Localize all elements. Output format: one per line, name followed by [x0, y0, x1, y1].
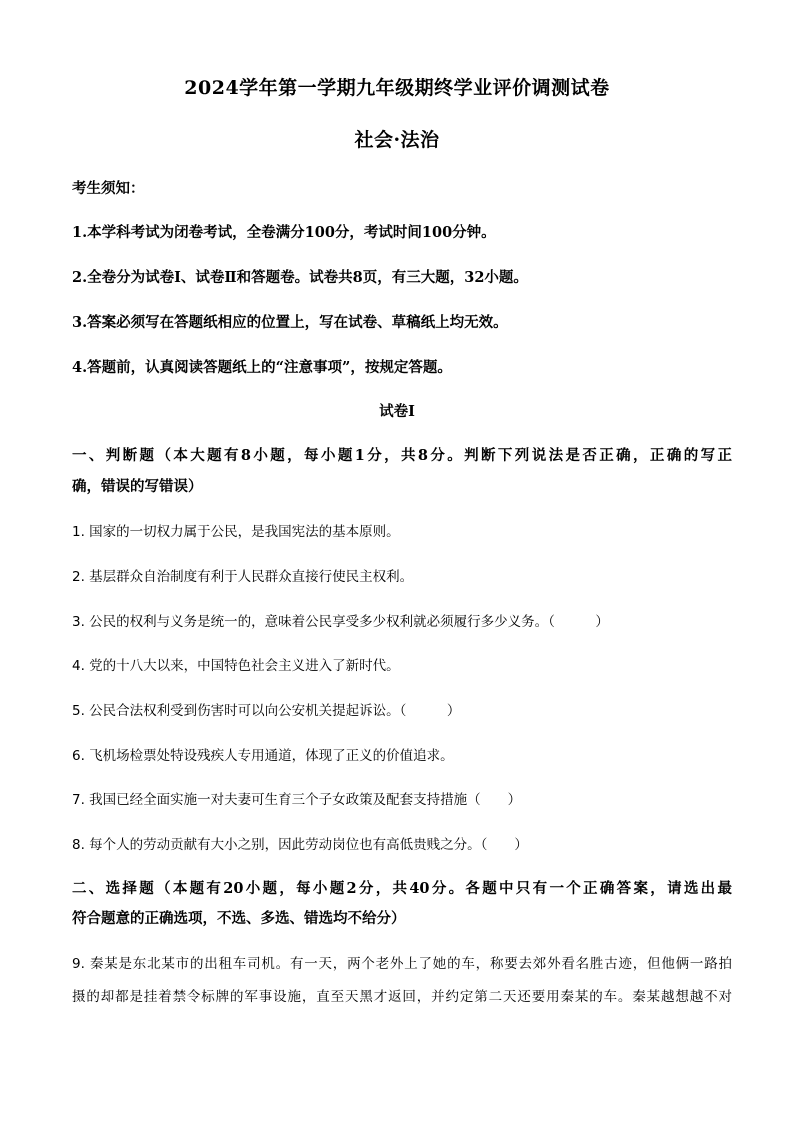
question-item: 8. 每个人的劳动贡献有大小之别，因此劳动岗位也有高低贵贱之分。（ ） [72, 837, 528, 853]
question-item: 2. 基层群众自治制度有利于人民群众直接行使民主权利。 [72, 569, 414, 585]
exam-title: 2024学年第一学期九年级期终学业评价调测试卷 [184, 77, 610, 99]
part2-heading: 二、选择题（本题有20小题，每小题2分，共40分。各题中只有一个正确答案，请选出最 [72, 880, 732, 897]
notice-item: 2.全卷分为试卷Ⅰ、试卷Ⅱ和答题卷。试卷共8页，有三大题，32小题。 [72, 269, 528, 286]
question-item: 4. 党的十八大以来，中国特色社会主义进入了新时代。 [72, 658, 400, 674]
question-item-cont: 摄的却都是挂着禁令标牌的军事设施，直至天黑才返回，并约定第二天还要用秦某的车。秦某越想越不对 [72, 989, 732, 1005]
part2-heading-cont: 符合题意的正确选项，不选、多选、错选均不给分） [72, 910, 406, 927]
part1-heading: 一、判断题（本大题有8小题，每小题1分，共8分。判断下列说法是否正确，正确的写正 [72, 447, 732, 464]
question-item: 3. 公民的权利与义务是统一的，意味着公民享受多少权利就必须履行多少义务。（ ） [72, 614, 609, 630]
notice-item: 3.答案必须写在答题纸相应的位置上，写在试卷、草稿纸上均无效。 [72, 314, 508, 331]
question-item: 5. 公民合法权利受到伤害时可以向公安机关提起诉讼。（ ） [72, 703, 461, 719]
notice-heading: 考生须知： [72, 180, 145, 197]
question-item: 6. 飞机场检票处特设残疾人专用通道，体现了正义的价值追求。 [72, 748, 454, 764]
notice-item: 4.答题前，认真阅读答题纸上的“注意事项”，按规定答题。 [72, 359, 452, 376]
exam-subtitle: 社会·法治 [354, 129, 440, 151]
section-label: 试卷I [379, 403, 415, 420]
question-item: 9. 秦某是东北某市的出租车司机。有一天，两个老外上了她的车，称要去郊外看名胜古迹，但他俩一路拍 [72, 956, 732, 972]
part1-heading-cont: 确，错误的写错误） [72, 478, 203, 495]
question-item: 1. 国家的一切权力属于公民，是我国宪法的基本原则。 [72, 524, 400, 540]
question-item: 7. 我国已经全面实施一对夫妻可生育三个子女政策及配套支持措施（ ） [72, 792, 522, 808]
notice-item: 1.本学科考试为闭卷考试，全卷满分100分，考试时间100分钟。 [72, 224, 496, 241]
